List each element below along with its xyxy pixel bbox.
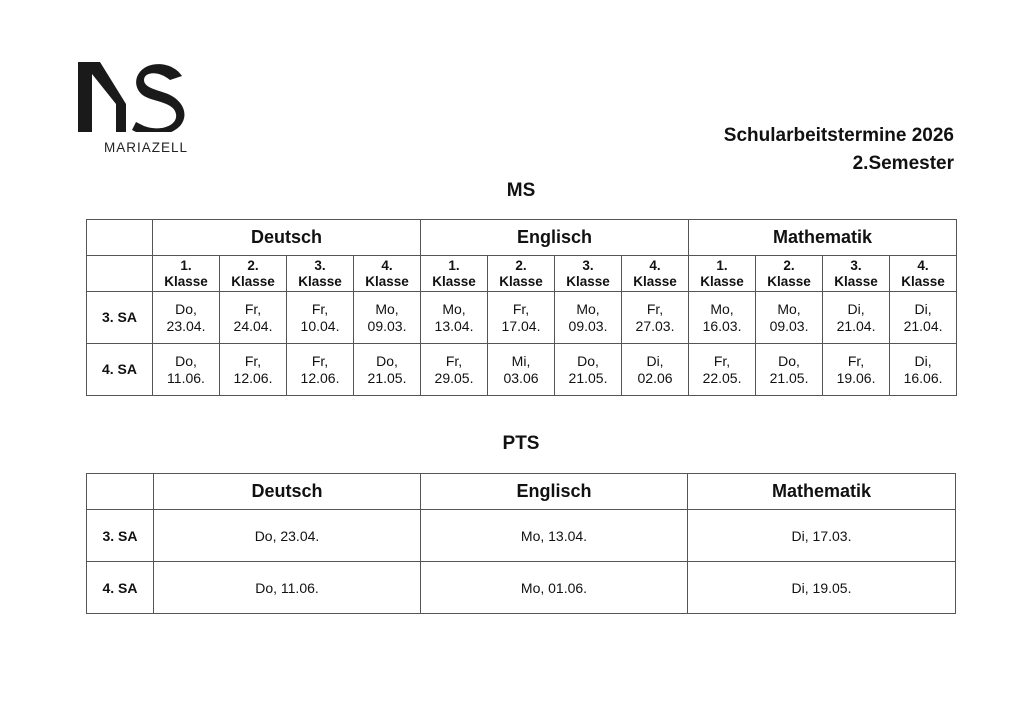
date-cell: Do, 21.05. <box>756 344 823 396</box>
class-header: 1. Klasse <box>421 256 488 292</box>
date-cell: Mo, 16.03. <box>689 292 756 344</box>
date-cell: Fr, 12.06. <box>220 344 287 396</box>
ms-class-header-row <box>87 256 957 292</box>
date-cell: Fr, 22.05. <box>689 344 756 396</box>
date-cell: Di, 16.06. <box>890 344 957 396</box>
row-label: 3. SA <box>87 292 153 344</box>
ms-subject-mathematik: Mathematik <box>689 220 957 256</box>
ms-row-3-sa <box>87 292 957 344</box>
class-header: 2. Klasse <box>220 256 287 292</box>
class-header: 2. Klasse <box>488 256 555 292</box>
semester-label: 2.Semester <box>852 153 954 174</box>
date-cell: Mo, 01.06. <box>421 562 688 614</box>
date-cell: Mo, 13.04. <box>421 510 688 562</box>
pts-row-3-sa <box>87 510 956 562</box>
pts-subject-mathematik: Mathematik <box>688 474 956 510</box>
logo-text: MARIAZELL <box>104 140 189 155</box>
ms-row-4-sa <box>87 344 957 396</box>
date-cell: Di, 17.03. <box>688 510 956 562</box>
ms-subject-header-row <box>87 220 957 256</box>
row-label: 3. SA <box>87 510 154 562</box>
school-logo <box>78 60 190 160</box>
document-title: Schularbeitstermine 2026 <box>723 125 954 146</box>
pts-subject-header-row <box>87 474 956 510</box>
ms-schedule-table <box>86 219 957 396</box>
date-cell: Do, 11.06. <box>154 562 421 614</box>
date-cell: Mo, 13.04. <box>421 292 488 344</box>
class-header: 2. Klasse <box>756 256 823 292</box>
document-title-block <box>724 122 954 178</box>
class-header: 3. Klasse <box>823 256 890 292</box>
date-cell: Di, 21.04. <box>890 292 957 344</box>
date-cell: Fr, 17.04. <box>488 292 555 344</box>
date-cell: Di, 02.06 <box>622 344 689 396</box>
row-label: 4. SA <box>87 344 153 396</box>
date-cell: Fr, 29.05. <box>421 344 488 396</box>
date-cell: Mi, 03.06 <box>488 344 555 396</box>
ms-class-corner-cell <box>87 256 153 292</box>
row-label: 4. SA <box>87 562 154 614</box>
pts-schedule-table <box>86 473 956 614</box>
date-cell: Do, 21.05. <box>555 344 622 396</box>
date-cell: Fr, 10.04. <box>287 292 354 344</box>
class-header: 4. Klasse <box>890 256 957 292</box>
date-cell: Mo, 09.03. <box>756 292 823 344</box>
class-header: 1. Klasse <box>153 256 220 292</box>
ms-subject-deutsch: Deutsch <box>153 220 421 256</box>
date-cell: Fr, 24.04. <box>220 292 287 344</box>
ms-subject-englisch: Englisch <box>421 220 689 256</box>
date-cell: Fr, 27.03. <box>622 292 689 344</box>
pts-row-4-sa <box>87 562 956 614</box>
date-cell: Mo, 09.03. <box>354 292 421 344</box>
date-cell: Di, 21.04. <box>823 292 890 344</box>
date-cell: Mo, 09.03. <box>555 292 622 344</box>
ms-monogram-icon <box>78 60 190 132</box>
date-cell: Do, 11.06. <box>153 344 220 396</box>
class-header: 3. Klasse <box>555 256 622 292</box>
class-header: 1. Klasse <box>689 256 756 292</box>
class-header: 4. Klasse <box>622 256 689 292</box>
date-cell: Do, 21.05. <box>354 344 421 396</box>
ms-section-title: MS <box>506 180 536 201</box>
class-header: 4. Klasse <box>354 256 421 292</box>
pts-section-title: PTS <box>502 433 540 454</box>
date-cell: Di, 19.05. <box>688 562 956 614</box>
pts-subject-deutsch: Deutsch <box>154 474 421 510</box>
date-cell: Do, 23.04. <box>154 510 421 562</box>
date-cell: Fr, 19.06. <box>823 344 890 396</box>
pts-subject-englisch: Englisch <box>421 474 688 510</box>
pts-corner-cell <box>87 474 154 510</box>
class-header: 3. Klasse <box>287 256 354 292</box>
date-cell: Fr, 12.06. <box>287 344 354 396</box>
ms-corner-cell <box>87 220 153 256</box>
date-cell: Do, 23.04. <box>153 292 220 344</box>
